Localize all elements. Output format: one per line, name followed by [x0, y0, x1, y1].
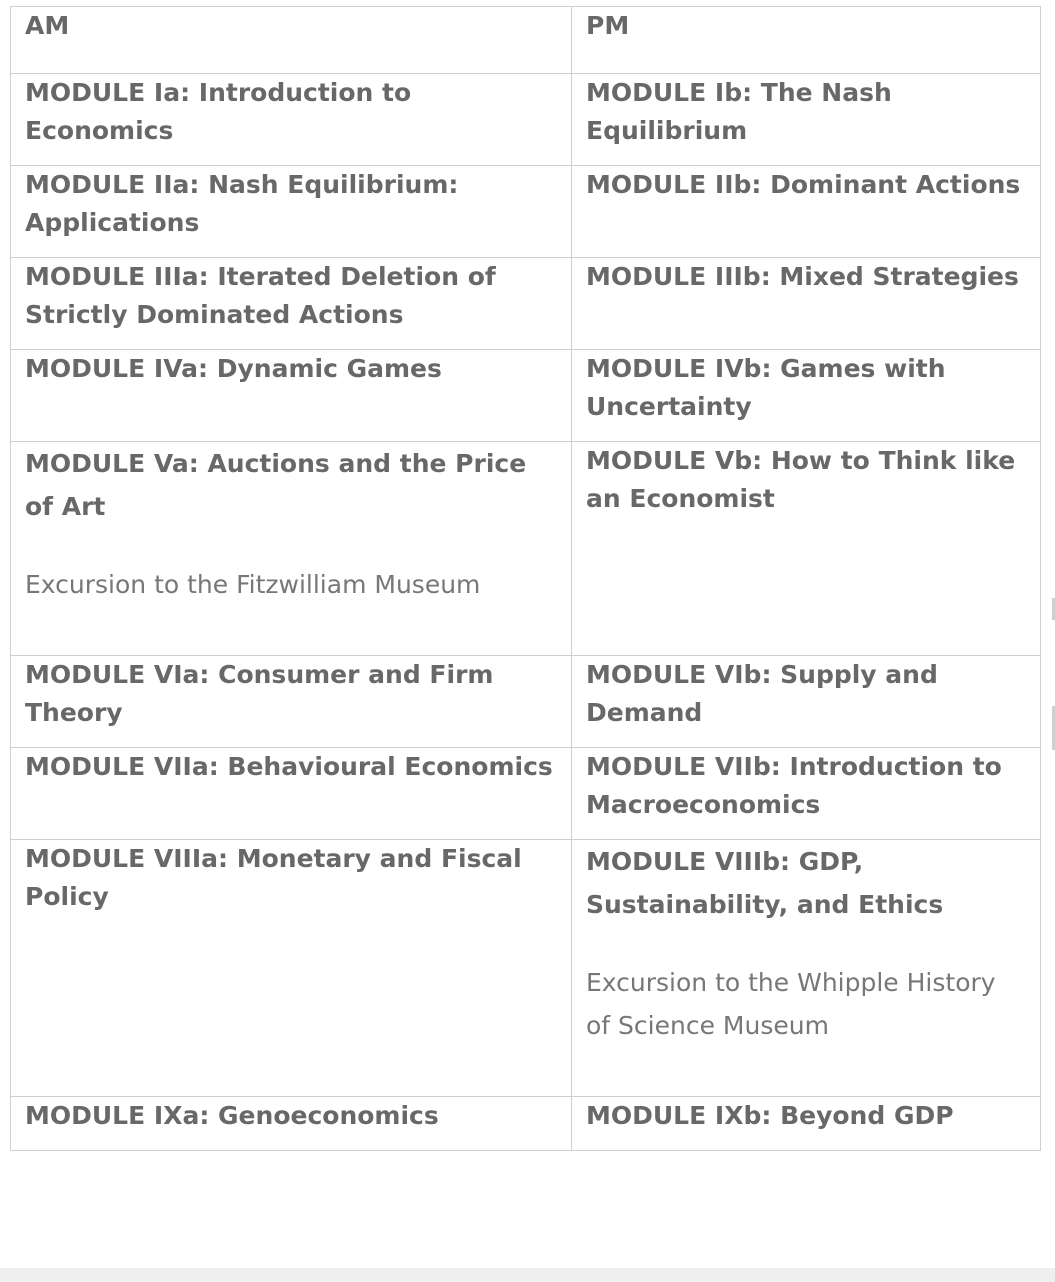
page-bottom-strip — [0, 1268, 1055, 1282]
pm-module-cell: MODULE VIIb: Introduction to Macroeconomics — [572, 748, 1041, 840]
pm-module-cell: MODULE IIb: Dominant Actions — [572, 166, 1041, 258]
am-module-cell: MODULE IIIa: Iterated Deletion of Strictly Dominated Actions — [11, 258, 572, 350]
table-row — [11, 656, 1041, 748]
am-module-cell: MODULE VIIa: Behavioural Economics — [11, 748, 572, 840]
table-row — [11, 840, 1041, 1097]
excursion-note: Excursion to the Fitzwilliam Museum — [25, 570, 481, 599]
am-module-title: MODULE Va: Auctions and the Price of Art — [25, 449, 527, 521]
excursion-note: Excursion to the Whipple History of Science Museum — [586, 968, 996, 1040]
table-row — [11, 74, 1041, 166]
pm-module-cell — [572, 840, 1041, 1097]
am-module-cell: MODULE IXa: Genoeconomics — [11, 1097, 572, 1151]
table-row — [11, 258, 1041, 350]
pm-module-cell: MODULE VIb: Supply and Demand — [572, 656, 1041, 748]
pm-module-cell: MODULE IVb: Games with Uncertainty — [572, 350, 1041, 442]
am-module-cell: MODULE Ia: Introduction to Economics — [11, 74, 572, 166]
pm-module-cell: MODULE Ib: The Nash Equilibrium — [572, 74, 1041, 166]
pm-module-cell: MODULE IIIb: Mixed Strategies — [572, 258, 1041, 350]
pm-module-title: MODULE VIIIb: GDP, Sustainability, and Ethics — [586, 847, 944, 919]
am-module-cell: MODULE IIa: Nash Equilibrium: Applications — [11, 166, 572, 258]
module-schedule-table — [10, 6, 1041, 1151]
pm-module-cell: MODULE Vb: How to Think like an Economist — [572, 442, 1041, 656]
am-module-cell: MODULE VIIIa: Monetary and Fiscal Policy — [11, 840, 572, 1097]
table-row — [11, 1097, 1041, 1151]
pm-column-header: PM — [572, 7, 1041, 74]
table-row — [11, 350, 1041, 442]
table-row — [11, 166, 1041, 258]
pm-module-cell: MODULE IXb: Beyond GDP — [572, 1097, 1041, 1151]
am-module-cell: MODULE IVa: Dynamic Games — [11, 350, 572, 442]
table-row — [11, 748, 1041, 840]
am-module-cell: MODULE VIa: Consumer and Firm Theory — [11, 656, 572, 748]
am-module-cell — [11, 442, 572, 656]
am-column-header: AM — [11, 7, 572, 74]
table-row — [11, 442, 1041, 656]
header-row — [11, 7, 1041, 74]
